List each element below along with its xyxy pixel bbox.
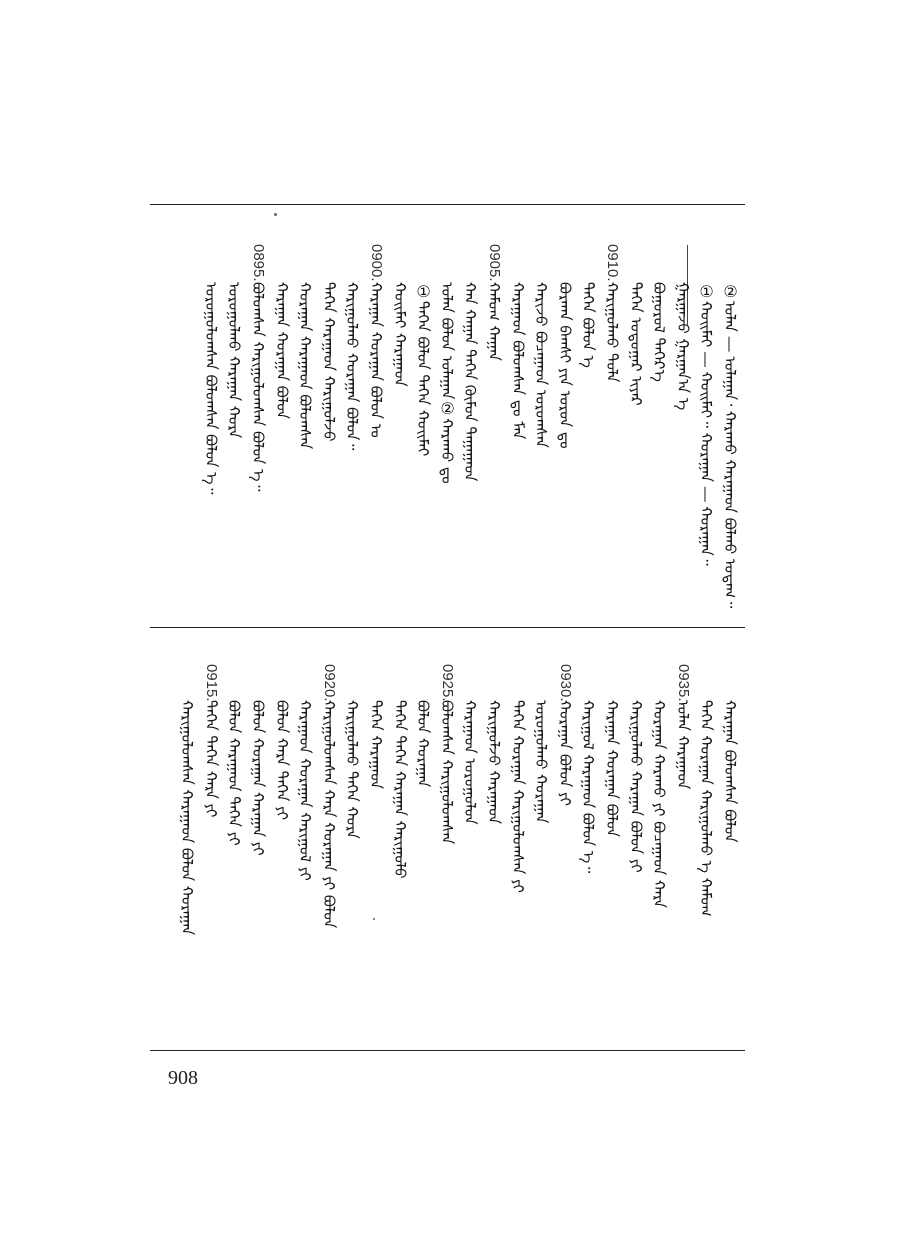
verse-text: ᠬᠠᠨ ᠬᠠᠭᠠᠨ ᠲᠡᠭᠡᠨ ᠬᠦᠮᠦᠨ ᠳᠠᠭᠠᠭᠠᠳ <box>461 282 479 482</box>
verse-text: ᠪᠣᠯᠤᠨ ᠬᠤᠷᠠᠭᠠᠨ <box>414 700 432 788</box>
line-number: 0915. <box>203 664 220 702</box>
verse-line <box>458 700 482 825</box>
verse-line <box>435 700 459 844</box>
verse-text: ᠲᠡᠭᠡᠨ ᠪᠣᠯᠤᠨ ᠡ <box>579 282 597 368</box>
verse-text: ᠤᠷᠤᠭᠤᠯᠬᠤ ᠬᠠᠷᠠᠭᠠᠨ ᠬᠤᠷᠠ <box>225 282 243 439</box>
verse-text: ᠪᠣᠯᠤᠨ ᠬᠠᠷᠠᠭᠠᠳ ᠲᠡᠭᠡᠨ ᠶᠢ <box>225 700 243 846</box>
verse-text: ᠪᠣᠯᠤᠨ ᠬᠠᠷᠠ ᠲᠡᠭᠡᠨ ᠶᠢ <box>273 700 291 820</box>
verse-line <box>411 282 435 456</box>
verse-line <box>624 700 648 873</box>
line-number: 0925. <box>439 664 456 702</box>
verse-text: ᠲᠡᠭᠡᠨ ᠪᠣᠯᠤᠨ ᠲᠡᠭᠡᠨ ᠬᠤᠢᠮᠠᠢ <box>414 301 432 457</box>
verse-text: ᠲᠡᠭᠡᠨ ᠲᠡᠭᠡᠨ ᠬᠠᠷᠠ ᠶᠢ <box>202 700 220 818</box>
verse-text: ᠬᠤᠷᠠᠭᠠᠨ ᠪᠣᠯᠤᠨ ᠶᠢ <box>556 700 574 806</box>
verse-text: ᠲᠡᠭᠡᠨ ᠤᠳᠤᠭᠠᠷ ᠢᠶᠠᠷ <box>627 282 645 406</box>
verse-line <box>293 282 317 449</box>
verse-text: ᠲᠡᠭᠡᠨ ᠬᠠᠷᠠᠭᠠᠳ <box>367 700 385 790</box>
page-number: 908 <box>168 1067 198 1089</box>
verse-line <box>364 700 388 789</box>
verse-line <box>482 282 506 361</box>
verse-text: ᠬᠠᠷᠠᠬᠤ ᠳᠤ <box>438 418 456 484</box>
verse-text: ᠬᠠᠷᠢᠵᠤ ᠪᠤᠴᠠᠭᠠᠳ ᠤᠷᠤᠭᠰᠠᠨ <box>532 282 550 448</box>
verse-line <box>458 282 482 481</box>
verse-line <box>246 282 270 491</box>
verse-line <box>671 282 695 410</box>
verse-line <box>647 282 671 382</box>
verse-text: ᠬᠠᠷᠠᠭᠠᠨ ᠬᠤᠷᠠᠭᠠᠨ ᠪᠣᠯᠤᠨ <box>603 700 621 838</box>
verse-text: ᠬᠤᠢᠮᠠᠢ ― ᠬᠤᠢᠮᠠᠢ᠃ ᠬᠤᠷᠠᠭᠠᠨ ― ᠬᠤᠷᠠᠭᠠᠨ᠃ <box>697 301 715 566</box>
verse-line <box>317 700 341 928</box>
verse-line <box>246 700 270 856</box>
verse-text: ᠬᠠᠷᠢᠭᠤᠯᠤᠭᠰᠠᠨ ᠬᠠᠷᠠᠭᠠᠳ ᠪᠣᠯᠤᠨ ᠬᠤᠷᠠᠭᠠᠨ <box>178 700 196 936</box>
verse-line <box>647 700 671 908</box>
verse-line <box>506 282 530 439</box>
verse-line <box>694 700 718 917</box>
verse-line <box>388 282 412 387</box>
verse-line <box>600 282 624 382</box>
footnote-marker: ① <box>414 282 433 301</box>
verse-line <box>482 700 506 824</box>
footnote-marker: ① <box>697 282 716 301</box>
verse-text: ᠤᠷᠤᠭᠤᠯᠤᠭᠰᠠᠨ ᠪᠣᠯᠤᠭᠰᠠᠨ ᠪᠣᠯᠤᠨ ᠡ᠃ <box>202 282 220 495</box>
verse-line <box>340 282 364 450</box>
verse-line <box>222 700 246 846</box>
verse-text: ᠬᠠᠷᠠᠭᠠᠨ ᠪᠣᠯᠤᠭᠰᠠᠨ ᠪᠣᠯᠤᠨ <box>721 700 739 843</box>
verse-text: ᠤᠷᠤᠭᠤᠯᠬᠤ ᠬᠤᠷᠠᠭᠠᠨ <box>532 700 550 824</box>
verse-text: ᠪᠤᠷᠬᠠᠨ ᠪᠠᠭᠰᠢ ᠶᠢᠨ ᠤᠷᠤᠨ ᠳᠤ <box>556 282 574 449</box>
verse-text: ᠬᠠᠷᠢᠭᠤᠯ ᠬᠠᠷᠠᠭᠠᠳ ᠪᠣᠯᠤᠨ ᠡ᠃ <box>579 700 597 874</box>
verse-text: ᠬᠠᠷᠠᠭᠠᠨ ᠬᠤᠷᠠᠭᠠᠨ ᠪᠣᠯᠤᠨ ᠤ <box>367 282 385 438</box>
line-number: 0905. <box>486 244 503 282</box>
footnote-marker: ② <box>721 282 740 301</box>
verse-line <box>435 282 459 484</box>
verse-text: ᠭᠠᠷᠭᠠᠵᠤ ᠭᠠᠷᠭᠠᠨ᠎ᠠ ᠡ <box>674 282 692 411</box>
verse-text: ᠬᠠᠷᠠᠭᠠᠳ ᠪᠣᠯᠤᠭᠰᠠᠨ ᠳᠤ ᠮᠠᠨ <box>509 282 527 440</box>
verse-text: ᠬᠠᠷᠢᠭᠤᠯᠵᠤ ᠬᠠᠷᠠᠭᠠᠳ <box>485 700 503 825</box>
bottom-rule <box>150 1050 745 1051</box>
verse-text: ᠲᠡᠭᠡᠨ ᠬᠤᠷᠠᠭᠠᠨ ᠬᠠᠷᠢᠭᠤᠯᠬᠤ ᠡ ᠬᠠᠮᠤᠭ <box>697 700 715 917</box>
verse-line <box>671 700 695 789</box>
verse-line <box>529 700 553 823</box>
verse-text: ᠤᠯᠠᠨ ᠬᠠᠷᠠᠭᠠᠳ <box>674 700 692 790</box>
verse-line <box>199 700 223 817</box>
line-number: 0930. <box>557 664 574 702</box>
verse-text: ᠬᠠᠷᠢᠭᠤᠯᠬᠤ ᠬᠠᠷᠠᠭᠠᠨ ᠪᠣᠯᠤᠨ ᠶᠢ <box>627 700 645 873</box>
line-number: 0895. <box>250 244 267 282</box>
verse-text: ᠬᠠᠷᠠᠭᠠᠨ ᠬᠤᠷᠠᠭᠠᠨ ᠪᠣᠯᠤᠨ <box>273 282 291 420</box>
verse-line <box>694 282 718 566</box>
verse-text: ᠪᠣᠯᠤᠭᠰᠠᠨ ᠬᠠᠷᠢᠭᠤᠯᠤᠭᠰᠠᠨ ᠪᠣᠯᠤᠨ ᠡ᠃ <box>249 282 267 492</box>
verse-line <box>270 700 294 820</box>
verse-line <box>270 282 294 419</box>
verse-line <box>506 700 530 893</box>
verse-line <box>600 700 624 837</box>
footnote-marker: ② <box>438 399 457 419</box>
verse-text: ᠪᠣᠯᠤᠨ ᠬᠤᠷᠠᠭᠠᠨ ᠬᠠᠷᠠᠭᠠᠨ ᠶᠢ <box>249 700 267 856</box>
line-number: 0910. <box>604 244 621 282</box>
verse-text: ᠬᠤᠷᠠᠭᠠᠨ ᠬᠠᠷᠠᠬᠤ ᠶᠢ ᠪᠤᠴᠠᠭᠠᠳ ᠬᠠᠷᠠ <box>650 700 668 908</box>
verse-text: ᠲᠡᠭᠡᠨ ᠬᠠᠷᠠᠭᠠᠳ ᠬᠠᠷᠢᠭᠤᠯᠵᠤ <box>320 282 338 442</box>
verse-text: ᠬᠠᠷᠠᠭᠠᠳ ᠤᠷᠤᠭᠤᠯᠤᠨ <box>461 700 479 825</box>
verse-line <box>411 700 435 787</box>
verse-line <box>364 282 388 438</box>
verse-line <box>175 700 199 935</box>
ink-speck <box>373 918 375 920</box>
verse-text: ᠬᠠᠷᠠᠭᠠᠳ ᠬᠤᠷᠠᠭᠠᠨ ᠬᠠᠷᠢᠭᠤᠯ ᠶᠢ <box>296 700 314 881</box>
verse-text: ᠪᠣᠭᠤᠷᠤᠯ ᠳᠡᠭᠡᠷ᠎ᠡ <box>650 282 668 382</box>
verse-line <box>529 282 553 448</box>
verse-text: ᠤᠯᠠᠨ ᠪᠣᠯᠤᠨ ᠤᠯᠠᠭᠠᠨ <box>438 282 456 400</box>
verse-text: ᠤᠯᠠᠨ ― ᠤᠯᠠᠭᠠᠨ᠂ ᠬᠠᠷᠠᠬᠤ ᠬᠠᠷᠠᠭᠠᠳ ᠪᠣᠯᠬᠤ ᠤᠳᠠᠭ᠃ <box>721 301 739 609</box>
line-number: 0920. <box>321 664 338 702</box>
verse-line <box>388 700 412 878</box>
verse-text: ᠪᠣᠯᠤᠭᠰᠠᠨ ᠬᠠᠷᠢᠭᠤᠯᠤᠭᠰᠠᠨ <box>438 700 456 845</box>
verse-text: ᠲᠡᠭᠡᠨ ᠲᠡᠭᠡᠨ ᠬᠠᠷᠠᠭᠠᠨ ᠬᠠᠷᠢᠭᠤᠯᠤ <box>391 700 409 879</box>
verse-line <box>718 700 742 842</box>
verse-text: ᠬᠤᠢᠮᠠᠢ ᠬᠠᠷᠠᠭᠠᠳ <box>391 282 409 387</box>
verse-text: ᠬᠠᠷᠢᠭᠤᠯᠬᠤ ᠬᠤᠷᠠᠭᠠᠨ ᠪᠣᠯᠤᠨ᠃ <box>343 282 361 451</box>
verse-line <box>293 700 317 881</box>
line-number: 0900. <box>368 244 385 282</box>
verse-text: ᠬᠠᠮᠤᠭ ᠬᠠᠭᠠᠨ <box>485 282 503 361</box>
verse-line <box>718 282 742 608</box>
line-number: 0935. <box>675 664 692 702</box>
verse-text: ᠬᠤᠷᠠᠭᠠᠨ ᠬᠠᠷᠠᠭᠠᠳ ᠪᠣᠯᠤᠭᠰᠠᠨ <box>296 282 314 450</box>
verse-line <box>576 282 600 368</box>
verse-text: ᠲᠡᠭᠡᠨ ᠬᠤᠷᠠᠭᠠᠨ ᠬᠠᠷᠢᠭᠤᠯᠤᠭᠰᠠᠨ ᠶᠢ <box>509 700 527 893</box>
verse-line <box>553 700 577 806</box>
verse-line <box>340 700 364 839</box>
verse-line <box>199 282 223 494</box>
verse-text: ᠬᠠᠷᠢᠭᠤᠯᠬᠤ ᠲᠤᠯᠠ <box>603 282 621 383</box>
verse-line <box>576 700 600 873</box>
ink-speck <box>274 213 277 216</box>
verse-line <box>553 282 577 449</box>
verse-line <box>222 282 246 438</box>
middle-rule <box>150 627 745 628</box>
verse-line <box>624 282 648 406</box>
verse-text: ᠬᠠᠷᠢᠭᠤᠯᠤᠭᠰᠠᠨ ᠬᠠᠷᠠ ᠬᠤᠷᠠᠭᠠᠨ ᠶᠢ ᠪᠣᠯᠤᠨ <box>320 700 338 929</box>
verse-line <box>317 282 341 442</box>
verse-text: ᠬᠠᠷᠢᠭᠤᠯᠬᠤ ᠲᠡᠭᠡᠨ ᠬᠤᠷᠠ <box>343 700 361 839</box>
top-rule <box>150 204 745 205</box>
